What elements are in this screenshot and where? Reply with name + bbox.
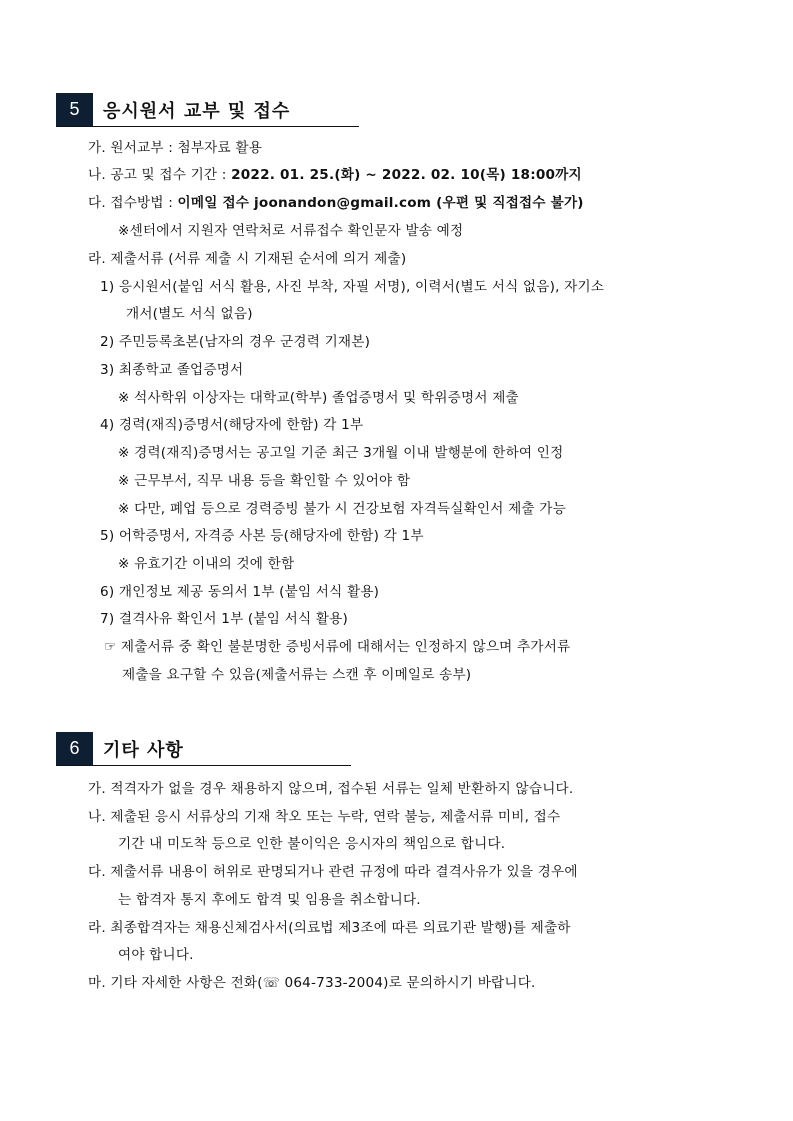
section-title: 응시원서 교부 및 접수 [103, 100, 291, 122]
application-method: 이메일 접수 joonandon@gmail.com (우편 및 직접접수 불가) [177, 195, 584, 211]
section-underline [56, 126, 359, 127]
text-line: 나. 공고 및 접수 기간 : 2022. 01. 25.(화) ~ 2022. 02. 10(목) 18:00까지 [88, 167, 582, 183]
section-number: 5 [56, 93, 93, 126]
section-title: 기타 사항 [103, 739, 184, 761]
application-period: 2022. 01. 25.(화) ~ 2022. 02. 10(목) 18:00까지 [231, 167, 582, 183]
text-line-continued: 여야 합니다. [118, 947, 194, 963]
text-line-continued: 기간 내 미도착 등으로 인한 불이익은 응시자의 책임으로 합니다. [118, 836, 506, 852]
text-line: 다. 제출서류 내용이 허위로 판명되거나 관련 규정에 따라 결격사유가 있을 경우에 [88, 864, 578, 880]
warning-line-continued: 제출을 요구할 수 있음(제출서류는 스캔 후 이메일로 송부) [122, 667, 472, 683]
section-6-header [56, 732, 184, 765]
note-line: ※ 근무부서, 직무 내용 등을 확인할 수 있어야 함 [118, 473, 411, 489]
text-line: 가. 적격자가 없을 경우 채용하지 않으며, 접수된 서류는 일체 반환하지 않습니다. [88, 781, 574, 797]
section-5-header [56, 93, 290, 126]
note-line: ※ 유효기간 이내의 것에 한함 [118, 556, 295, 572]
list-item: 3) 최종학교 졸업증명서 [100, 362, 244, 378]
warning-line: ☞ 제출서류 중 확인 불분명한 증빙서류에 대해서는 인정하지 않으며 추가서류 [104, 639, 571, 655]
text-line: 가. 원서교부 : 첨부자료 활용 [88, 140, 263, 156]
list-item-continued: 개서(별도 서식 없음) [126, 306, 253, 322]
note-line: ※ 다만, 폐업 등으로 경력증빙 불가 시 건강보험 자격득실확인서 제출 가능 [118, 501, 566, 517]
text-line: 나. 제출된 응시 서류상의 기재 착오 또는 누락, 연락 불능, 제출서류 미비, 접수 [88, 809, 561, 825]
list-item: 1) 응시원서(붙임 서식 활용, 사진 부착, 자필 서명), 이력서(별도 서식 없음), 자기소 [100, 279, 605, 295]
list-item: 7) 결격사유 확인서 1부 (붙임 서식 활용) [100, 611, 348, 627]
section-underline [56, 765, 351, 766]
text-line: 라. 최종합격자는 채용신체검사서(의료법 제3조에 따른 의료기관 발행)를 제출하 [88, 920, 571, 936]
note-line: ※센터에서 지원자 연락처로 서류접수 확인문자 발송 예정 [118, 223, 464, 239]
text-line-continued: 는 합격자 통지 후에도 합격 및 임용을 취소합니다. [118, 892, 421, 908]
list-item: 5) 어학증명서, 자격증 사본 등(해당자에 한함) 각 1부 [100, 528, 424, 544]
note-line: ※ 경력(재직)증명서는 공고일 기준 최근 3개월 이내 발행분에 한하여 인정 [118, 445, 564, 461]
note-line: ※ 석사학위 이상자는 대학교(학부) 졸업증명서 및 학위증명서 제출 [118, 390, 519, 406]
text-line: 마. 기타 자세한 사항은 전화(☏ 064-733-2004)로 문의하시기 바랍니다. [88, 975, 536, 991]
text-line: 라. 제출서류 (서류 제출 시 기재된 순서에 의거 제출) [88, 251, 407, 267]
text-line: 다. 접수방법 : 이메일 접수 joonandon@gmail.com (우편 및 직접접수 불가) [88, 195, 584, 211]
section-number: 6 [56, 732, 93, 765]
list-item: 6) 개인정보 제공 동의서 1부 (붙임 서식 활용) [100, 584, 380, 600]
list-item: 4) 경력(재직)증명서(해당자에 한함) 각 1부 [100, 417, 364, 433]
list-item: 2) 주민등록초본(남자의 경우 군경력 기재본) [100, 334, 371, 350]
